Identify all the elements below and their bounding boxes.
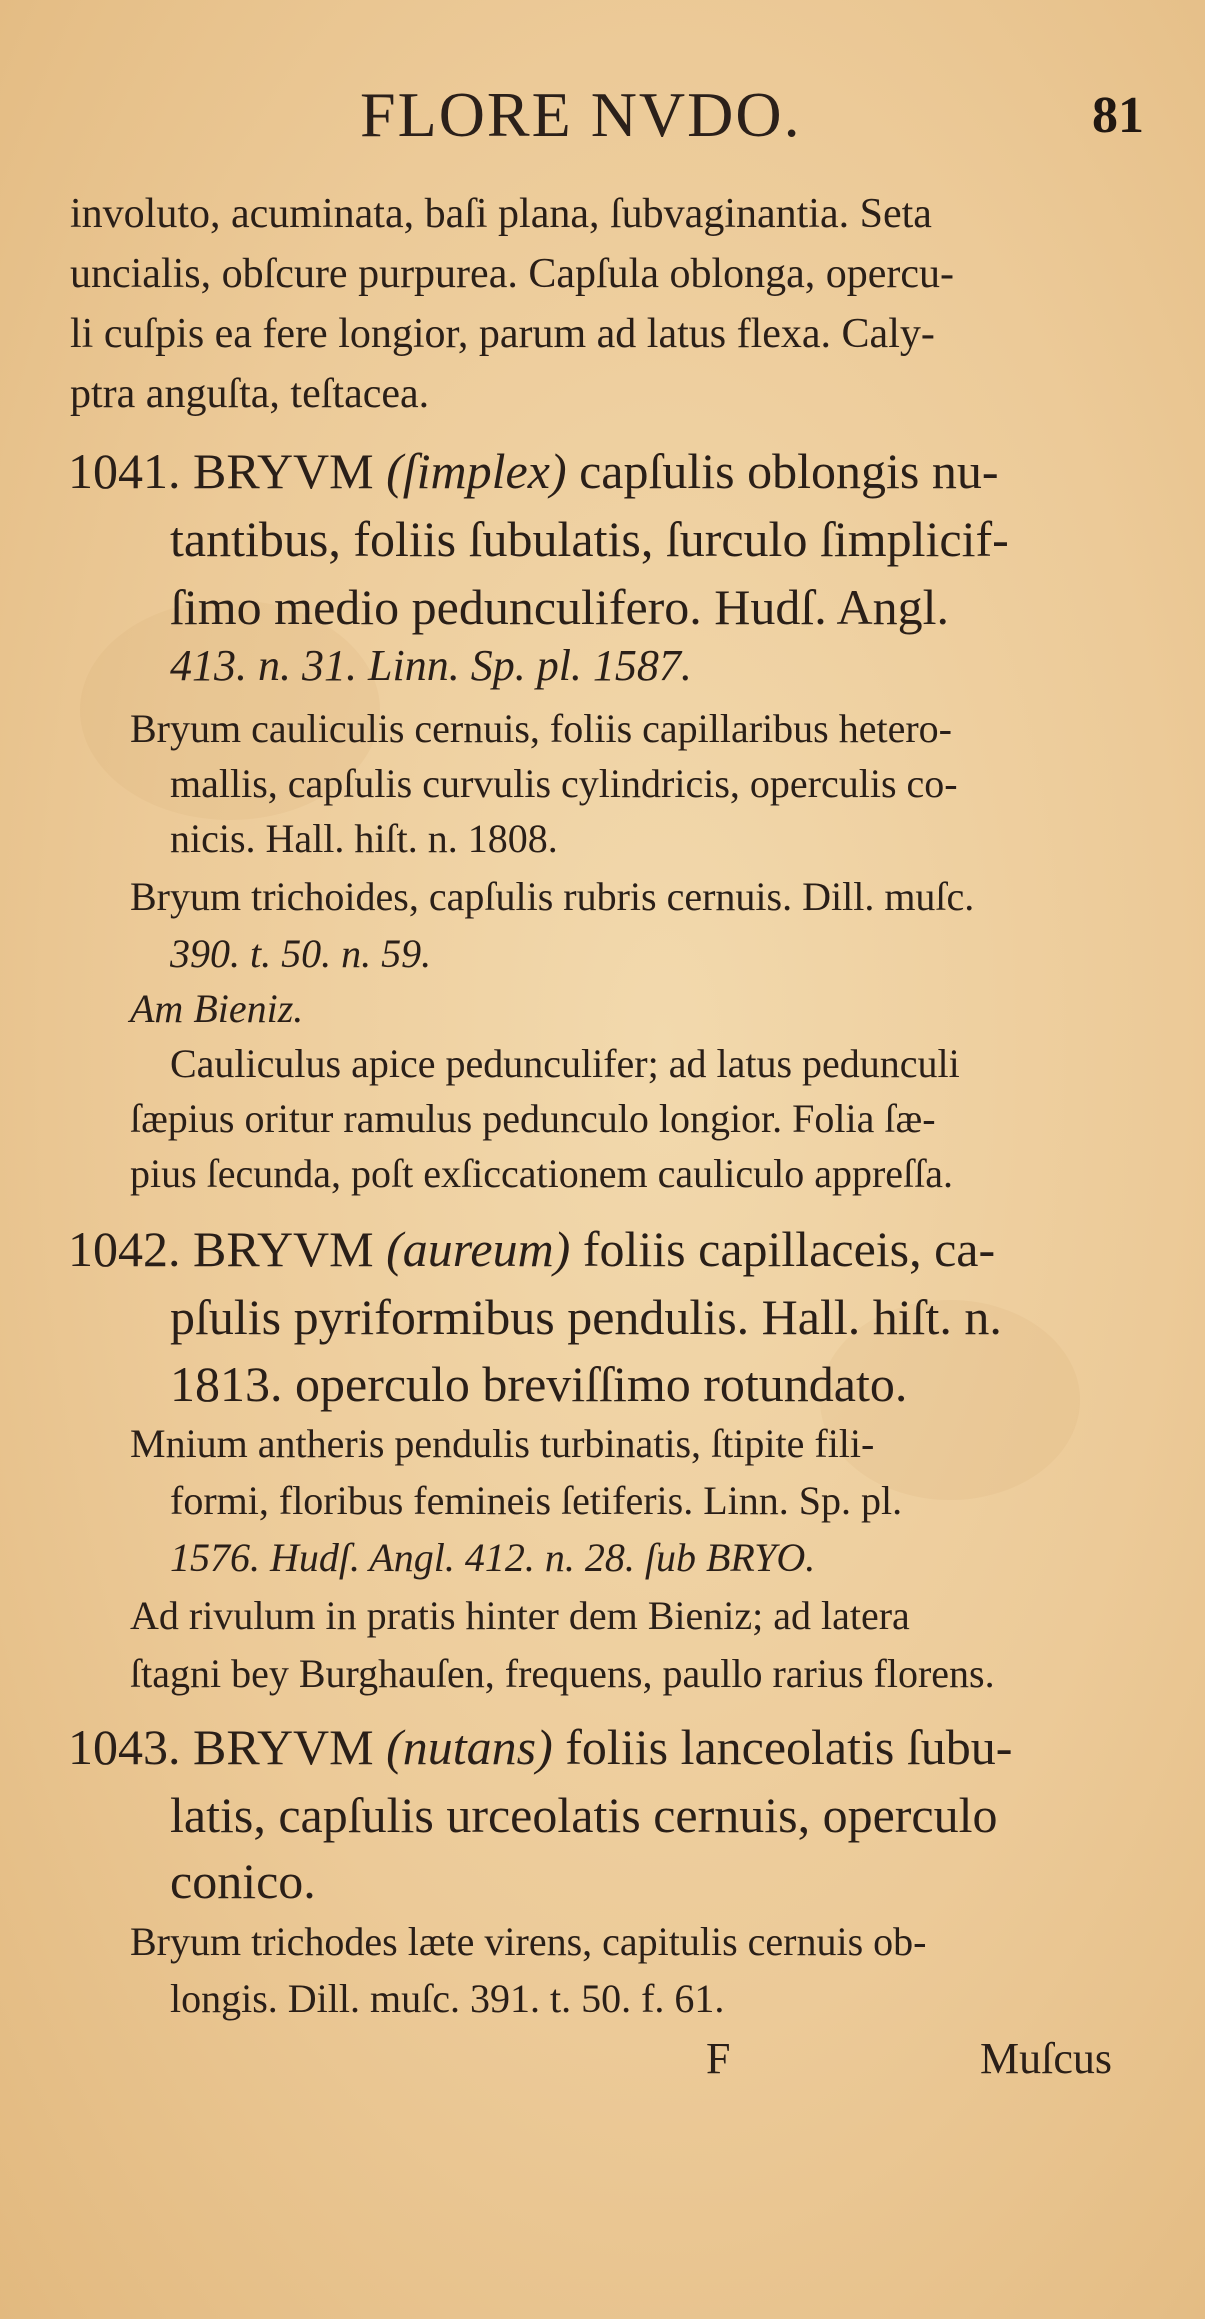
intro-line: involuto, acuminata, baſi plana, ſubvaginantia. Seta	[70, 191, 932, 237]
synonym-line: nicis. Hall. hiſt. n. 1808.	[170, 816, 558, 861]
entry-number: 1042.	[68, 1221, 181, 1277]
entry-heading	[68, 1220, 995, 1278]
diagnosis-line: 413. n. 31. Linn. Sp. pl. 1587.	[170, 641, 692, 690]
diagnosis-line: tantibus, foliis ſubulatis, ſurculo ſimplicif-	[170, 511, 1009, 567]
diagnosis-text: foliis lanceolatis ſubu-	[565, 1719, 1013, 1775]
species-epithet: (ſimplex)	[386, 443, 567, 499]
intro-line: uncialis, obſcure purpurea. Capſula oblonga, opercu-	[70, 251, 955, 297]
synonym-line: 390. t. 50. n. 59.	[170, 931, 432, 976]
synonym-line: Bryum trichoides, capſulis rubris cernuis. Dill. muſc.	[130, 874, 975, 919]
synonym-line: mallis, capſulis curvulis cylindricis, operculis co-	[170, 761, 958, 806]
note-line: ſæpius oritur ramulus pedunculo longior. Folia ſæ-	[130, 1096, 936, 1141]
synonym-line: longis. Dill. muſc. 391. t. 50. f. 61.	[170, 1976, 725, 2021]
entry-number: 1041.	[68, 443, 181, 499]
entry-heading	[68, 442, 999, 500]
signature-mark: F	[706, 2034, 731, 2083]
intro-line: ptra anguſta, teſtacea.	[70, 371, 430, 417]
synonym-line: formi, floribus femineis ſetiferis. Linn. Sp. pl.	[170, 1478, 903, 1523]
note-line: Cauliculus apice pedunculifer; ad latus pedunculi	[170, 1041, 960, 1086]
note-line: ſtagni bey Burghauſen, frequens, paullo rarius florens.	[130, 1651, 995, 1696]
genus-name: BRYVM	[193, 1221, 374, 1277]
synonym-line: Mnium antheris pendulis turbinatis, ſtipite fili-	[130, 1421, 875, 1466]
page-header	[0, 78, 1205, 158]
diagnosis-line: 1813. operculo breviſſimo rotundato.	[170, 1356, 908, 1412]
diagnosis-line: pſulis pyriformibus pendulis. Hall. hiſt. n.	[170, 1289, 1002, 1345]
locality-line: Am Bieniz.	[130, 986, 304, 1031]
entry-heading	[68, 1718, 1012, 1776]
genus-name: BRYVM	[193, 443, 374, 499]
synonym-line: 1576. Hudſ. Angl. 412. n. 28. ſub BRYO.	[170, 1535, 816, 1580]
diagnosis-line: conico.	[170, 1853, 316, 1909]
synonym-line: Bryum trichodes læte virens, capitulis cernuis ob-	[130, 1919, 927, 1964]
entry-number: 1043.	[68, 1719, 181, 1775]
diagnosis-text: capſulis oblongis nu-	[579, 443, 999, 499]
note-line: Ad rivulum in pratis hinter dem Bieniz; ad latera	[130, 1593, 910, 1638]
synonym-line: Bryum cauliculis cernuis, foliis capillaribus hetero-	[130, 706, 952, 751]
species-epithet: (aureum)	[386, 1221, 571, 1277]
species-epithet: (nutans)	[386, 1719, 553, 1775]
intro-line: li cuſpis ea fere longior, parum ad latus flexa. Caly-	[70, 311, 935, 357]
diagnosis-text: foliis capillaceis, ca-	[582, 1221, 996, 1277]
running-head: FLORE NVDO.	[360, 79, 802, 150]
diagnosis-line: latis, capſulis urceolatis cernuis, operculo	[170, 1787, 998, 1843]
note-line: pius ſecunda, poſt exſiccationem cauliculo appreſſa.	[130, 1151, 954, 1196]
catchword: Muſcus	[980, 2034, 1112, 2083]
diagnosis-line: ſimo medio pedunculifero. Hudſ. Angl.	[170, 579, 950, 635]
page-number: 81	[1092, 87, 1144, 144]
genus-name: BRYVM	[193, 1719, 374, 1775]
